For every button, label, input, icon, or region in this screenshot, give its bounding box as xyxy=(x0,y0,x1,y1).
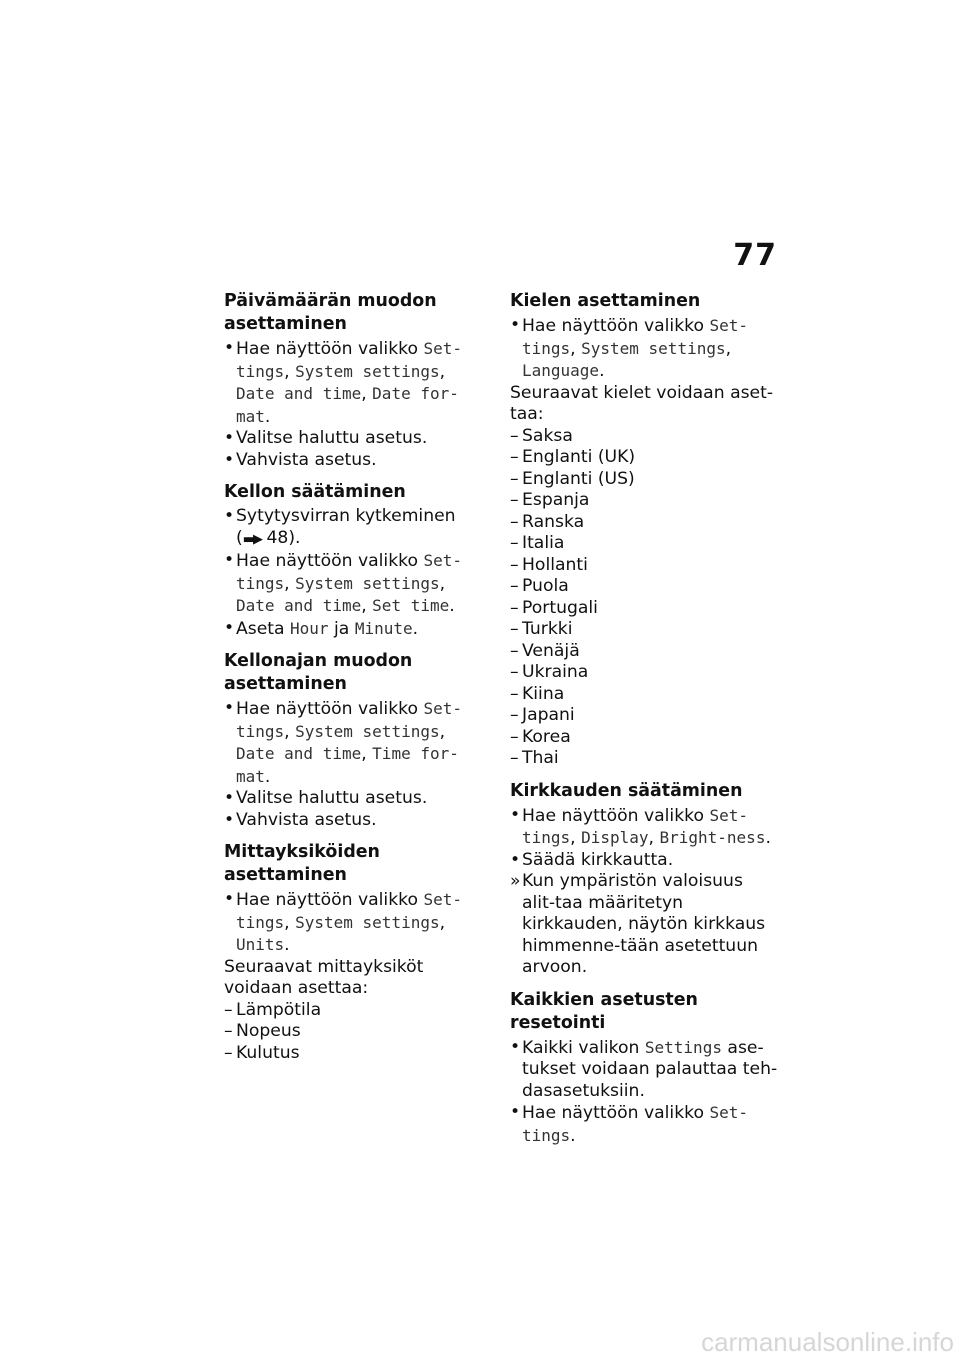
dash-marker: – xyxy=(510,726,519,747)
left-column xyxy=(224,290,489,1074)
unit-name: Lämpötila xyxy=(236,999,322,1020)
bullet-icon: • xyxy=(510,849,521,870)
section-title: Kellon säätäminen xyxy=(224,482,406,502)
list-item xyxy=(510,598,778,620)
list-item xyxy=(510,1102,778,1147)
step-text: Hae näyttöön valikko xyxy=(522,805,710,826)
list-item: • Hae näyttöön valikko Set-tings, Display, Bright-ness. xyxy=(510,804,771,848)
menu-path: Date and time xyxy=(236,384,362,403)
bullet-icon: • xyxy=(224,889,235,909)
separator: , xyxy=(361,384,373,404)
language-name: Thai xyxy=(522,748,559,768)
dash-marker: – xyxy=(510,640,519,661)
bullet-icon: • xyxy=(224,506,235,526)
terminator: . xyxy=(412,618,419,639)
section-title: Kaikkien asetusten resetointi xyxy=(510,989,698,1033)
bullet-icon: • xyxy=(224,698,235,718)
menu-path: Set-tings xyxy=(236,890,463,932)
dash-marker: – xyxy=(510,662,519,682)
section-title: Kirkkauden säätäminen xyxy=(510,780,743,801)
list-item xyxy=(224,1043,489,1065)
menu-path: Set-tings xyxy=(522,316,749,358)
dash-marker: – xyxy=(510,425,519,446)
page-reference: 48). xyxy=(266,527,301,548)
step-text: Hae näyttöön valikko xyxy=(522,1103,710,1123)
menu-path: Set time xyxy=(372,596,450,615)
bullet-icon: • xyxy=(224,428,235,448)
page-reference-arrow-icon: ▬▶ xyxy=(242,531,261,547)
list-item: • Hae näyttöön valikko Set-tings, System settings, Date and time, Set time. xyxy=(224,550,463,616)
list-item xyxy=(510,705,778,727)
section-units xyxy=(224,841,489,1064)
list-item xyxy=(510,447,778,469)
menu-path: System settings xyxy=(295,721,440,741)
language-name: Italia xyxy=(522,533,565,553)
list-item xyxy=(510,533,778,555)
language-name: Saksa xyxy=(522,425,573,446)
unit-name: Kulutus xyxy=(236,1042,300,1063)
step-text: Säädä kirkkautta. xyxy=(522,849,674,870)
list-item xyxy=(224,810,489,832)
list-item xyxy=(224,618,489,641)
dash-marker: – xyxy=(510,511,519,532)
language-name: Hollanti xyxy=(522,554,588,575)
list-item: • Sytytysvirran kytkeminen (▬▶ 48). xyxy=(224,506,456,548)
section-title: Kellonajan muodon asettaminen xyxy=(224,651,413,694)
bullet-icon: • xyxy=(224,449,235,470)
unit-name: Nopeus xyxy=(236,1021,301,1041)
step-text: Sytytysvirran kytkeminen xyxy=(236,506,456,526)
section-clock-set xyxy=(224,481,489,640)
list-item: • Hae näyttöön valikko Set-tings, System settings, Units. xyxy=(224,889,463,955)
language-name: Kiina xyxy=(522,683,565,704)
step-text: Aseta xyxy=(236,618,291,639)
step-text: Kaikki valikon xyxy=(522,1037,645,1058)
step-text: Hae näyttöön valikko xyxy=(522,316,710,336)
dash-marker: – xyxy=(510,447,519,467)
step-text: ja xyxy=(328,618,355,639)
step-text: ase-tukset voidaan palauttaa teh-dasasetuksiin. xyxy=(522,1037,778,1101)
list-item xyxy=(510,469,778,491)
watermark: carmanualsonline.info xyxy=(701,1327,954,1357)
language-list xyxy=(510,426,778,770)
bullet-icon: • xyxy=(224,338,235,358)
menu-path: Set-tings xyxy=(522,805,749,847)
right-column xyxy=(510,290,778,1157)
result-arrow-icon: » xyxy=(510,871,521,891)
list-item xyxy=(510,512,778,534)
note-text: Seuraavat kielet voidaan aset-taa: xyxy=(510,382,774,424)
page-number: 77 xyxy=(733,238,777,273)
terminator: . xyxy=(264,406,271,427)
list-item xyxy=(510,1037,778,1103)
result-item xyxy=(510,871,778,979)
dash-marker: – xyxy=(510,683,519,704)
language-name: Ranska xyxy=(522,511,585,532)
dash-marker: – xyxy=(510,468,519,489)
dash-marker: – xyxy=(510,705,519,725)
dash-marker: – xyxy=(510,748,519,768)
list-item xyxy=(510,684,778,706)
dash-marker: – xyxy=(510,619,519,639)
list-item xyxy=(510,850,778,872)
language-name: Espanja xyxy=(522,490,590,510)
bullet-icon: • xyxy=(224,550,235,570)
list-item xyxy=(510,727,778,749)
bullet-icon: • xyxy=(224,617,235,638)
bullet-icon: • xyxy=(510,315,521,335)
section-language xyxy=(510,290,778,770)
list-item xyxy=(510,619,778,641)
menu-path: Display xyxy=(581,828,649,847)
dash-marker: – xyxy=(224,1042,233,1063)
menu-path: Settings xyxy=(644,1037,722,1057)
menu-path: Time for-mat xyxy=(236,744,459,786)
section-title: Kielen asettaminen xyxy=(510,291,701,311)
step-text: Hae näyttöön valikko xyxy=(236,551,424,571)
terminator: . xyxy=(570,1125,576,1146)
dash-marker: – xyxy=(224,999,233,1020)
bullet-icon: • xyxy=(510,804,521,825)
section-reset xyxy=(510,989,778,1148)
language-name: Puola xyxy=(522,576,569,596)
language-name: Englanti (US) xyxy=(522,468,635,489)
menu-path: System settings xyxy=(295,573,440,593)
list-item xyxy=(224,788,489,810)
language-name: Turkki xyxy=(522,619,573,639)
list-item xyxy=(510,641,778,663)
list-item xyxy=(510,576,778,598)
step-text: Hae näyttöön valikko xyxy=(236,699,424,719)
bullet-icon: • xyxy=(510,1036,521,1057)
menu-path: Language xyxy=(522,361,600,380)
list-item xyxy=(224,338,489,428)
menu-path: Set-tings xyxy=(522,1103,749,1145)
result-text: Kun ympäristön valoisuus alit-taa määritetyn kirkkauden, näytön kirkkaus himmenne-tään asetettuun arvoon. xyxy=(522,871,766,977)
list-item xyxy=(510,748,778,770)
dash-marker: – xyxy=(510,597,519,618)
dash-marker: – xyxy=(510,490,519,510)
dash-marker: – xyxy=(510,533,519,553)
list-item: • Hae näyttöön valikko Set-tings, System settings, Date and time, Time for-mat. xyxy=(224,698,463,787)
separator: , xyxy=(284,361,296,382)
list-item: • Hae näyttöön valikko Set-tings, System settings, Language. xyxy=(510,315,749,381)
language-name: Ukraina xyxy=(522,662,589,682)
menu-path: Date for-mat xyxy=(236,384,459,426)
step-text: Vahvista asetus. xyxy=(236,809,377,830)
list-item xyxy=(510,490,778,512)
language-name: Japani xyxy=(522,705,575,725)
list-item xyxy=(224,450,489,472)
menu-path: Set-tings xyxy=(236,699,463,741)
separator: , xyxy=(439,361,446,382)
language-name: Englanti (UK) xyxy=(522,447,636,467)
menu-path: Date and time xyxy=(236,596,362,615)
list-item xyxy=(224,1000,489,1022)
step-text: Valitse haluttu asetus. xyxy=(236,428,428,448)
dash-marker: – xyxy=(224,1021,233,1041)
menu-path: Set-tings xyxy=(236,339,463,381)
menu-path: System settings xyxy=(581,338,726,358)
menu-path: Set-tings xyxy=(236,551,463,593)
menu-path: System settings xyxy=(295,361,440,381)
step-text: Hae näyttöön valikko xyxy=(236,890,424,910)
section-title: Mittayksiköiden asettaminen xyxy=(224,842,380,885)
dash-marker: – xyxy=(510,554,519,575)
language-name: Korea xyxy=(522,726,571,747)
setting-value: Hour xyxy=(290,618,329,638)
list-item xyxy=(224,428,489,450)
language-name: Portugali xyxy=(522,597,598,618)
bullet-icon: • xyxy=(510,1102,521,1122)
list-item xyxy=(510,426,778,448)
list-item xyxy=(510,662,778,684)
bullet-icon: • xyxy=(224,809,235,830)
section-date-format xyxy=(224,290,489,471)
menu-path: Date and time xyxy=(236,744,362,763)
step-text: Vahvista asetus. xyxy=(236,449,377,470)
list-item xyxy=(510,555,778,577)
section-time-format xyxy=(224,650,489,831)
note-text: Seuraavat mittayksiköt voidaan asettaa: xyxy=(224,956,424,998)
menu-path: Units xyxy=(236,935,285,954)
menu-path: System settings xyxy=(295,912,440,932)
step-text: Valitse haluttu asetus. xyxy=(236,788,428,808)
section-brightness xyxy=(510,780,778,979)
language-name: Venäjä xyxy=(522,640,580,661)
bullet-icon: • xyxy=(224,788,235,808)
section-title: Päivämäärän muodon asettaminen xyxy=(224,291,437,334)
dash-marker: – xyxy=(510,576,519,596)
list-item xyxy=(224,1021,489,1043)
menu-path: Bright-ness xyxy=(659,828,766,847)
step-text: Hae näyttöön valikko xyxy=(236,339,424,359)
setting-value: Minute xyxy=(354,618,413,638)
